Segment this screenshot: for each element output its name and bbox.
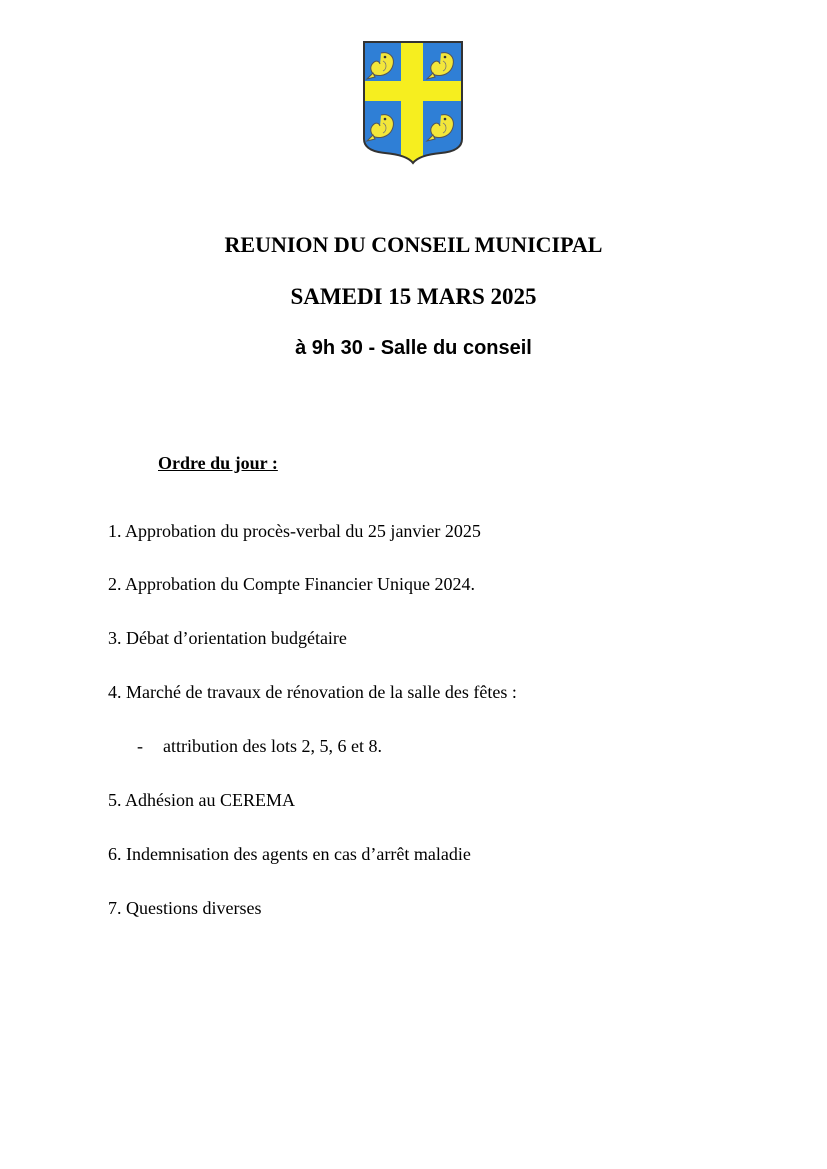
agenda-item-5: 5. Adhésion au CEREMA [108, 790, 295, 810]
municipal-coat-of-arms-icon [361, 39, 465, 165]
meeting-date: SAMEDI 15 MARS 2025 [290, 284, 537, 309]
agenda-item-3: 3. Débat d’orientation budgétaire [108, 628, 347, 648]
agenda-sub-item: attribution des lots 2, 5, 6 et 8. [163, 736, 382, 756]
agenda-heading: Ordre du jour : [158, 453, 278, 473]
agenda-item-2: 2. Approbation du Compte Financier Unique 2024. [108, 574, 475, 594]
agenda-item-7: 7. Questions diverses [108, 898, 262, 918]
meeting-time-location: à 9h 30 - Salle du conseil [295, 337, 532, 359]
meeting-title: REUNION DU CONSEIL MUNICIPAL [224, 232, 603, 257]
agenda-sub-item-dash: - [137, 736, 143, 756]
agenda-item-4: 4. Marché de travaux de rénovation de la salle des fêtes : [108, 682, 517, 702]
agenda-item-6: 6. Indemnisation des agents en cas d’arrêt maladie [108, 844, 471, 864]
agenda-item-1: 1. Approbation du procès-verbal du 25 janvier 2025 [108, 521, 481, 541]
